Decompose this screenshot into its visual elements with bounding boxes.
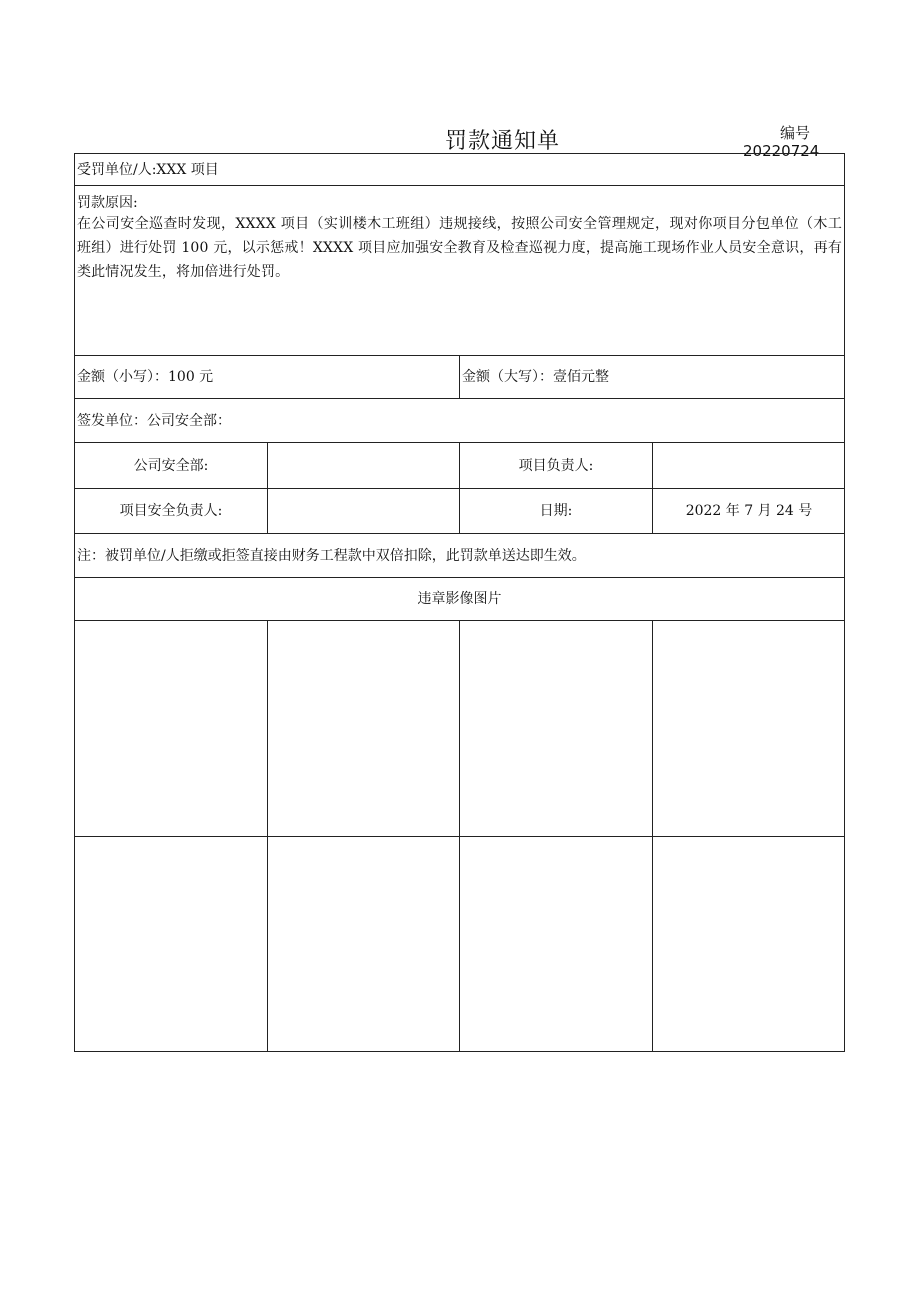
serial-label: 编号	[780, 124, 811, 142]
project-safety-label: 项目安全负责人:	[119, 503, 223, 519]
photo-row-2	[75, 837, 844, 1051]
document-title: 罚款通知单	[445, 129, 561, 154]
photo-slot[interactable]	[460, 621, 652, 836]
issuer-text: 签发单位：公司安全部：	[77, 412, 231, 429]
project-safety-signature-field[interactable]	[268, 489, 459, 533]
project-leader-label: 项目负责人:	[518, 457, 594, 474]
photo-slot[interactable]	[653, 621, 845, 836]
photo-slot[interactable]	[268, 837, 459, 1051]
reason-label: 罚款原因:	[77, 195, 138, 211]
note-text: 注：被罚单位/人拒缴或拒签直接由财务工程款中双倍扣除，此罚款单送达即生效。	[77, 547, 586, 564]
photo-slot[interactable]	[653, 837, 845, 1051]
company-safety-label: 公司安全部:	[133, 457, 209, 474]
recipient-text: 受罚单位/人:XXX 项目	[77, 161, 219, 178]
signature-row-1	[75, 443, 844, 489]
reason-row	[75, 186, 844, 356]
date-label: 日期:	[539, 503, 573, 519]
fine-notice-form	[74, 153, 845, 1052]
signature-row-2	[75, 489, 844, 534]
photo-slot[interactable]	[460, 837, 652, 1051]
amount-row	[75, 356, 844, 399]
serial-number: 20220724	[743, 142, 820, 160]
issuer-row	[75, 399, 844, 443]
photo-slot[interactable]	[268, 621, 459, 836]
recipient-row	[75, 154, 844, 186]
project-leader-signature-field[interactable]	[653, 443, 845, 488]
company-safety-signature-field[interactable]	[268, 443, 459, 488]
photo-header: 违章影像图片	[417, 591, 502, 607]
photo-row-1	[75, 621, 844, 837]
photo-slot[interactable]	[75, 837, 267, 1051]
photo-header-row	[75, 578, 844, 621]
date-value: 2022 年 7 月 24 号	[685, 503, 813, 519]
reason-body: 在公司安全巡查时发现，XXXX 项目（实训楼木工班组）违规接线，按照公司安全管理规定，现对你项目分包单位（木工班组）进行处罚 100 元，以示惩戒！XXXX 项目应加强安全教育及检查巡视力度，提高施工现场作业人员安全意识，再有类此情况发生，将加倍进行处罚。	[77, 216, 842, 280]
photo-slot[interactable]	[75, 621, 267, 836]
amount-uppercase: 金额（大写）：壹佰元整	[462, 369, 609, 385]
amount-lowercase: 金额（小写）：100 元	[77, 369, 214, 385]
note-row	[75, 534, 844, 578]
